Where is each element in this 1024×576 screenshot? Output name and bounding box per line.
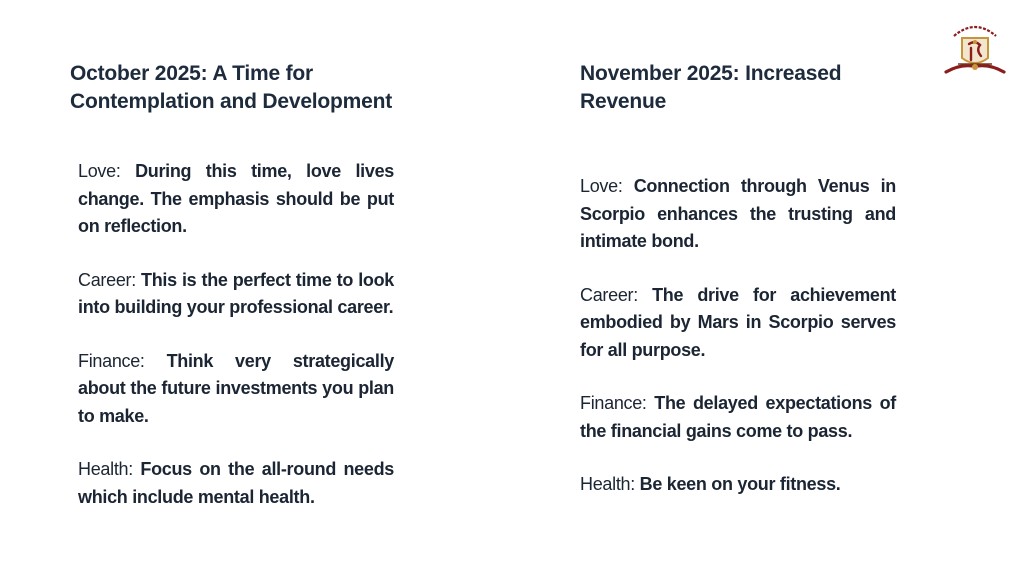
november-finance bbox=[580, 390, 896, 445]
health-text: Be keen on your fitness. bbox=[639, 474, 841, 494]
october-love bbox=[78, 158, 394, 241]
love-text: During this time, love lives change. The emphasis should be put on reflection. bbox=[78, 161, 394, 236]
finance-label: Finance: bbox=[580, 393, 655, 413]
love-text: Connection through Venus in Scorpio enhances the trusting and intimate bond. bbox=[580, 176, 896, 251]
finance-text: The delayed expectations of the financial gains come to pass. bbox=[580, 393, 896, 441]
november-heading: November 2025: Increased Revenue bbox=[580, 62, 842, 113]
october-finance bbox=[78, 348, 394, 431]
october-heading: October 2025: A Time for Contemplation and Development bbox=[70, 62, 393, 113]
october-column bbox=[78, 158, 394, 537]
love-label: Love: bbox=[580, 176, 634, 196]
november-career bbox=[580, 282, 896, 365]
november-love bbox=[580, 173, 896, 256]
finance-label: Finance: bbox=[78, 350, 167, 371]
finance-text: Think very strategically about the future investments you plan to make. bbox=[78, 350, 394, 426]
career-text: The drive for achievement embodied by Mars in Scorpio serves for all purpose. bbox=[580, 284, 897, 360]
october-career bbox=[78, 267, 394, 322]
love-label: Love: bbox=[78, 161, 136, 181]
november-column bbox=[580, 173, 896, 525]
health-text: Focus on the all-round needs which include mental health. bbox=[78, 459, 394, 507]
career-text: This is the perfect time to look into building your professional career. bbox=[78, 269, 394, 317]
november-health bbox=[580, 471, 896, 499]
health-label: Health: bbox=[580, 474, 640, 494]
career-label: Career: bbox=[78, 269, 142, 290]
astrology-logo-icon bbox=[940, 14, 1010, 82]
health-label: Health: bbox=[78, 459, 141, 479]
october-health bbox=[78, 456, 394, 511]
career-label: Career: bbox=[580, 284, 653, 305]
